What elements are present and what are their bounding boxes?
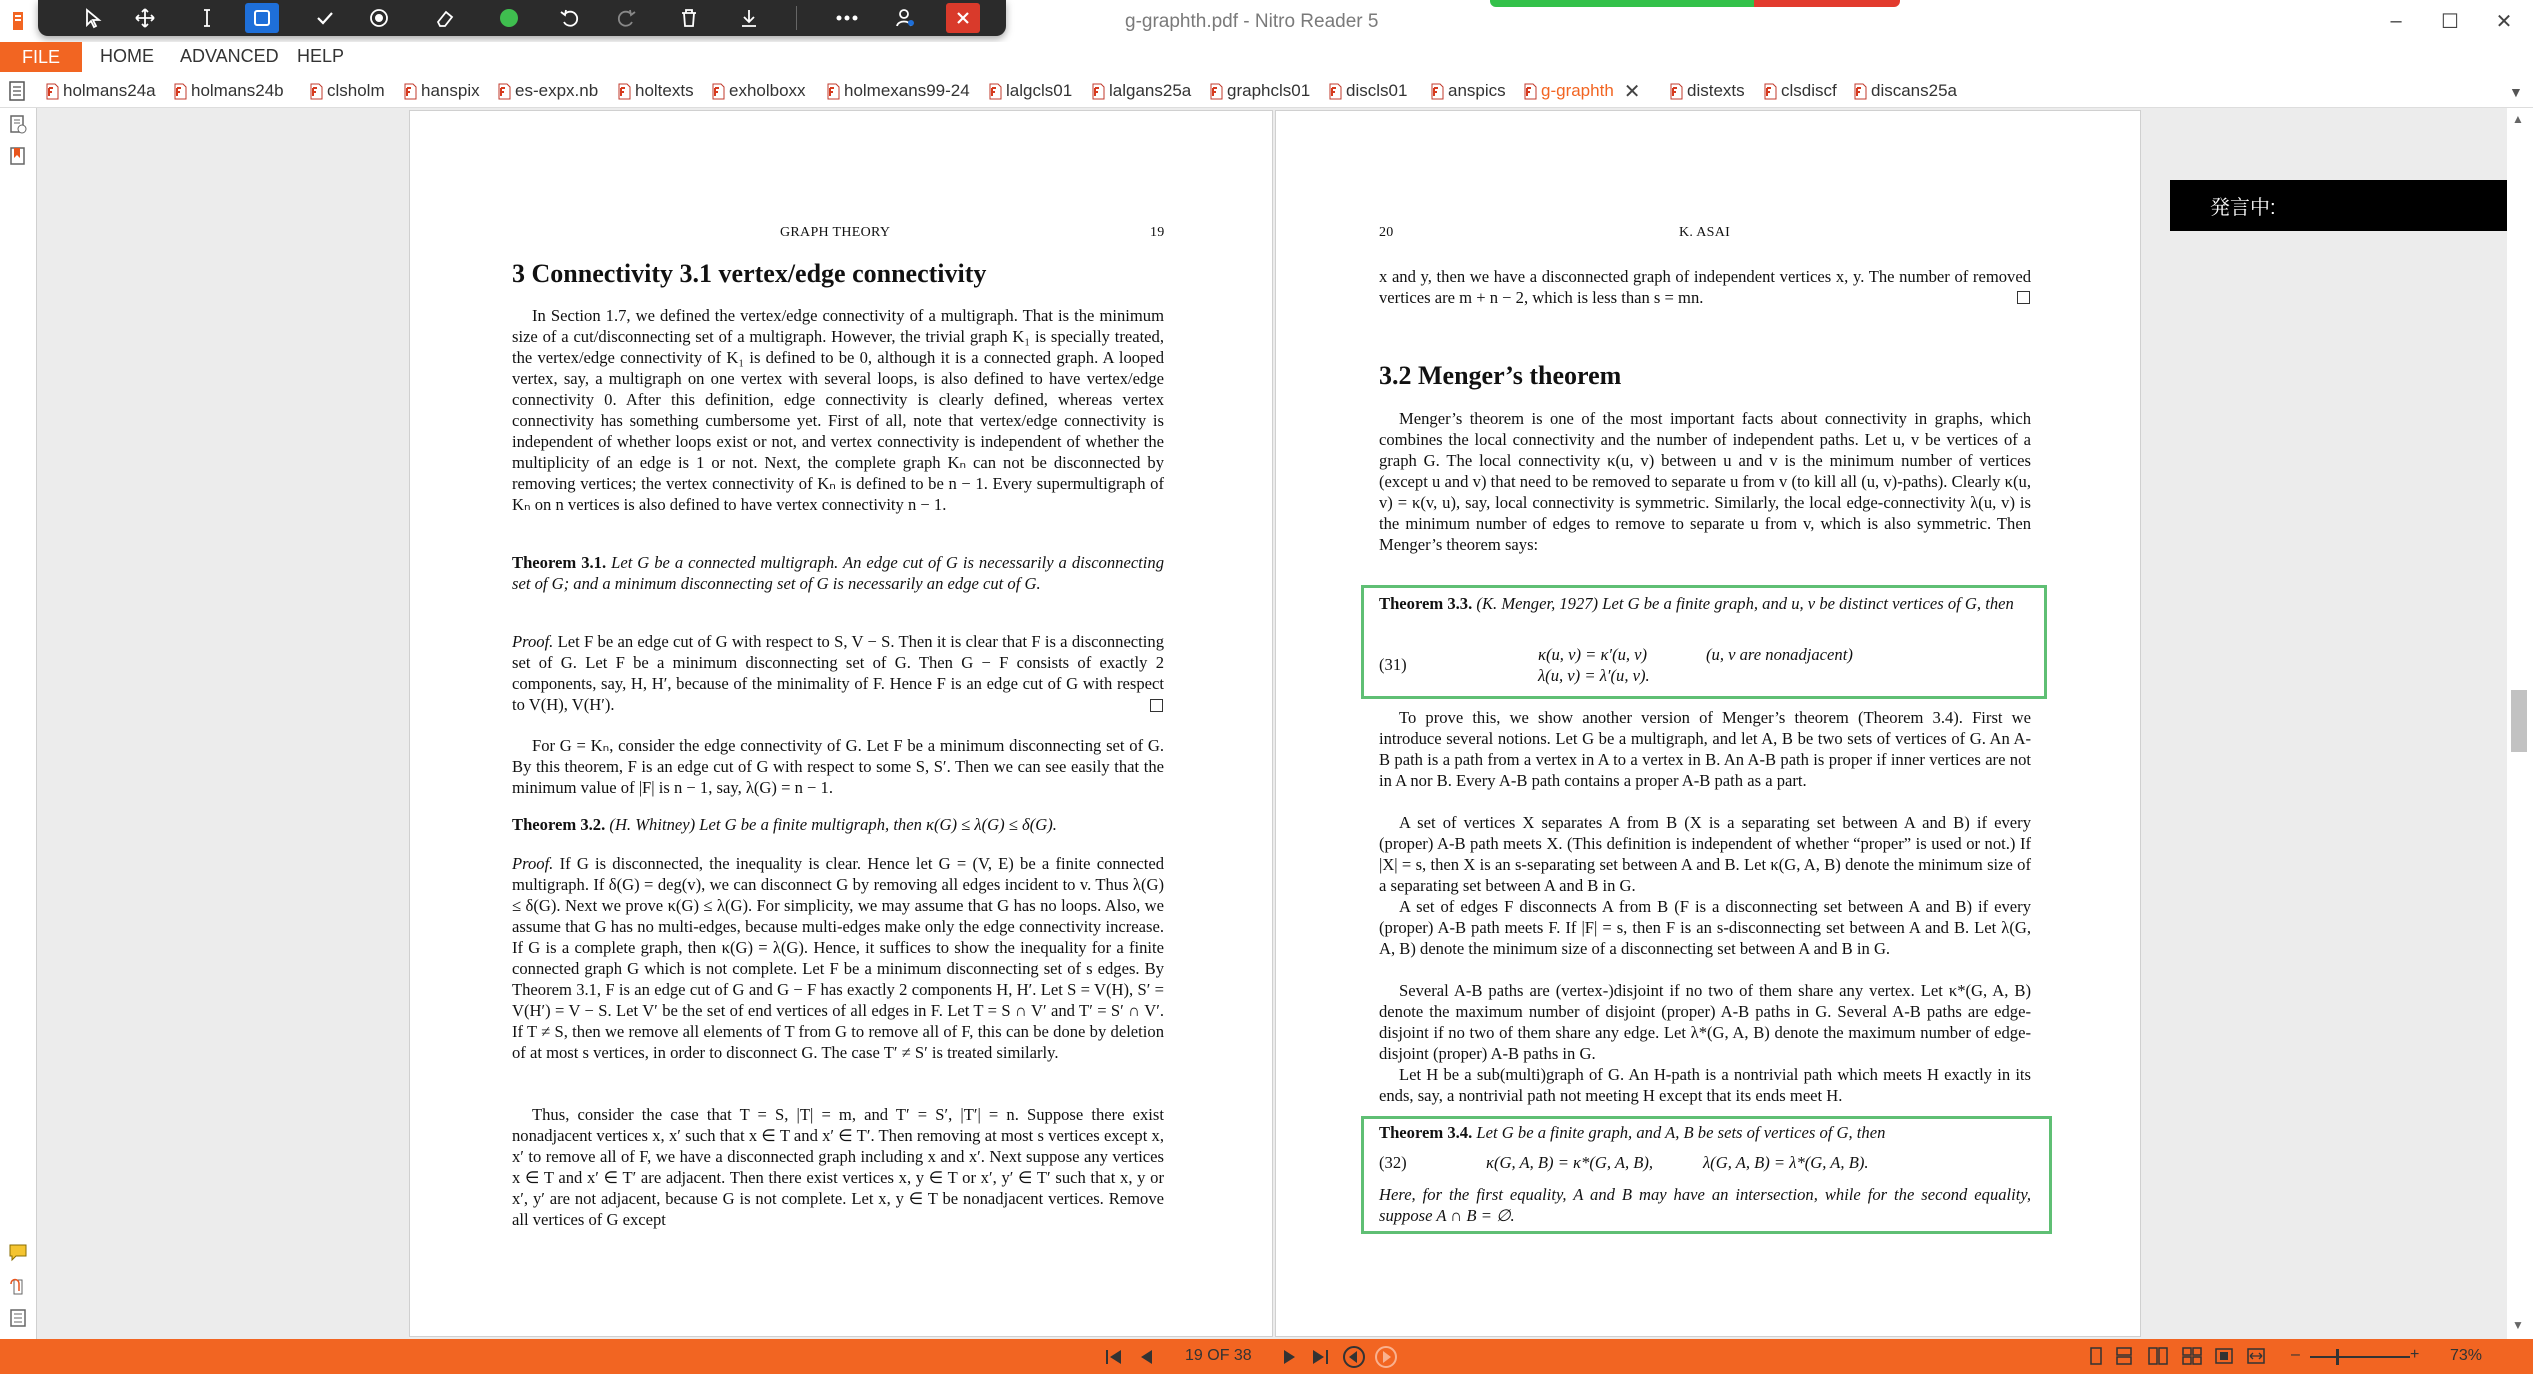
theorem-label: Theorem 3.3.	[1379, 594, 1473, 613]
user-settings-icon[interactable]	[890, 3, 920, 33]
tab-label: anspics	[1448, 81, 1506, 100]
speech-overlay: 発言中:	[2170, 180, 2512, 231]
pdf-file-icon	[1431, 83, 1444, 100]
tab-label: lalgcls01	[1006, 81, 1073, 100]
theorem-3-4	[1379, 1122, 2031, 1143]
tab-es-expx[interactable]	[498, 78, 598, 104]
next-view-icon[interactable]	[1372, 1343, 1400, 1371]
theorem-3-2	[512, 814, 1164, 835]
facing-view-icon[interactable]	[2148, 1347, 2168, 1365]
paragraph: Let H be a sub(multi)graph of G. An H-path is a nontrivial path which meets H exactly in its ends, say, a nontrivial path not meeting H except that its ends meet H.	[1379, 1065, 2031, 1105]
tab-label: holmexans99-24	[844, 81, 970, 100]
previous-view-icon[interactable]	[1340, 1343, 1368, 1371]
pdf-file-icon	[174, 83, 187, 100]
menu-file[interactable]: FILE	[0, 42, 82, 72]
tab-label: clsholm	[327, 81, 385, 100]
previous-page-icon[interactable]	[1132, 1343, 1160, 1371]
close-tab-icon[interactable]: ✕	[1623, 80, 1641, 103]
paragraph: A set of edges F disconnects A from B (F is a disconnecting set between A and B) if every (proper) A-B path meets F. If |F| = s, then F is an s-disconnecting set between A and B. Let λ(G, A, B) denote the minimum size of a disconnecting set between A and B in G.	[1379, 897, 2031, 958]
facing-continuous-view-icon[interactable]	[2182, 1347, 2202, 1365]
close-toolbar-icon[interactable]	[946, 3, 980, 33]
tab-lalgcls01[interactable]	[989, 78, 1072, 104]
equation-line: κ(G, A, B) = κ*(G, A, B),	[1486, 1153, 1654, 1172]
pdf-file-icon	[1210, 83, 1223, 100]
zoom-out-button[interactable]: –	[2291, 1346, 2300, 1363]
tab-hanspix[interactable]	[404, 78, 480, 104]
tab-label: discans25a	[1871, 81, 1958, 100]
single-page-view-icon[interactable]	[2086, 1347, 2106, 1365]
scroll-up-icon[interactable]: ▲	[2512, 112, 2524, 126]
equation-line: λ(u, v) = λ′(u, v).	[1538, 666, 1650, 685]
tab-label: holtexts	[635, 81, 694, 100]
paragraph: Thus, consider the case that T = S, |T| = m, and T′ = S′, |T′| = n. Suppose there exist nonadjacent vertices x, x′ such that x ∈ T and x′ ∈ T′. Then removing at most s vertices except x, x′ to remove all of F, we have a disconnected graph including x and x′. Next suppose any vertices x ∈ T and x′ ∈ T′ are adjacent. Then there exist vertices x, y ∈ T or x′, y′ ∈ T′ such that x, y or x′, y′ are not adjacent, because G is not complete. Let x, y ∈ T be nonadjacent vertices. Remove all vertices of G except	[512, 1105, 1164, 1229]
zoom-slider-handle[interactable]	[2336, 1349, 2339, 1365]
scrollbar-thumb[interactable]	[2511, 690, 2527, 752]
fit-width-icon[interactable]	[2246, 1347, 2266, 1365]
undo-icon[interactable]	[554, 3, 584, 33]
move-icon[interactable]	[130, 3, 160, 33]
continuous-view-icon[interactable]	[2114, 1347, 2134, 1365]
output-panel-icon[interactable]	[8, 1308, 28, 1328]
tab-label: exholboxx	[729, 81, 806, 100]
proof-body: If G is disconnected, the inequality is clear. Hence let G = (V, E) be a finite connected multigraph. If δ(G) = deg(v), we can disconnect G by removing all edges incident to v. Thus λ(G) ≤ δ(G). Next we prove κ(G) ≤ λ(G). For simplicity, we may assume that G has no loops. Also, we assume that G has no multi-edges, because multi-edges make only the edge connectivity increase. If G is a complete graph, then κ(G) = λ(G). Hence, it suffices to show the inequality for a finite connected graph G which is not complete. Let F be a minimum disconnecting set of s edges. By Theorem 3.1, F is an edge cut of G and G − F has exactly 2 components H, H′. Let S = V(H), S′ = V(H′) = V − S. Let V′ be the set of end vertices of all edges in F. Let T = S ∩ V′ and T′ = S′ ∩ V′. If T ≠ S, then we remove all elements of T from G to remove all of F, this can be done by deletion of at most s vertices, in order to disconnect G. The case T′ ≠ S′ is treated similarly.	[512, 854, 1164, 1062]
tab-exholboxx[interactable]	[712, 78, 806, 104]
tab-label: discls01	[1346, 81, 1408, 100]
tab-clsdiscf[interactable]	[1764, 78, 1837, 104]
pdf-file-icon	[46, 83, 59, 100]
tab-label: lalgans25a	[1109, 81, 1192, 100]
running-head: GRAPH THEORY	[780, 225, 891, 240]
theorem-label: Theorem 3.2.	[512, 815, 606, 834]
tab-holmexans99-24[interactable]	[827, 78, 970, 104]
pdf-file-icon	[1670, 83, 1683, 100]
progress-indicator-green	[1490, 0, 1754, 7]
theorem-note: Here, for the first equality, A and B may have an intersection, while for the second equality, suppose A ∩ B = ∅.	[1379, 1185, 2031, 1225]
proof-label: Proof.	[512, 632, 554, 651]
tab-label: clsdiscf	[1781, 81, 1837, 100]
running-head: K. ASAI	[1679, 225, 1731, 240]
pdf-file-icon	[1329, 83, 1342, 100]
section-title: 3.2 Menger’s theorem	[1379, 361, 1622, 390]
theorem-body: (H. Whitney) Let G be a finite multigraph, then κ(G) ≤ λ(G) ≤ δ(G).	[609, 815, 1057, 834]
qed-square-icon	[1150, 699, 1163, 712]
pdf-file-icon	[310, 83, 323, 100]
tab-holmans24b[interactable]	[174, 78, 284, 104]
trash-icon[interactable]	[674, 3, 704, 33]
pdf-page-20	[1275, 110, 2141, 1337]
left-sidebar	[0, 108, 37, 1339]
next-page-icon[interactable]	[1276, 1343, 1304, 1371]
pdf-file-icon	[1854, 83, 1867, 100]
select-arrow-icon[interactable]	[78, 3, 108, 33]
tab-discls01[interactable]	[1329, 78, 1407, 104]
first-page-icon[interactable]	[1100, 1343, 1128, 1371]
tab-distexts[interactable]	[1670, 78, 1745, 104]
page-number: 19	[1150, 225, 1165, 240]
theorem-3-1	[512, 552, 1164, 594]
more-options-icon[interactable]	[832, 3, 862, 33]
rectangle-tool-icon[interactable]	[245, 3, 279, 33]
pdf-file-icon	[827, 83, 840, 100]
zoom-slider[interactable]	[2310, 1356, 2410, 1358]
paragraph: Several A-B paths are (vertex-)disjoint if no two of them share any vertex. Let κ*(G, A, B) denote the maximum number of disjoint (proper) A-B paths in G. Several A-B paths are edge-disjoint if no two of them share any edge. Let λ*(G, A, B) denote the maximum number of edge-disjoint (proper) A-B paths in G.	[1379, 981, 2031, 1063]
pdf-file-icon	[618, 83, 631, 100]
comments-icon[interactable]	[8, 1242, 28, 1262]
scroll-down-icon[interactable]: ▼	[2512, 1318, 2524, 1332]
tab-discans25a[interactable]	[1854, 78, 1957, 104]
close-window-button[interactable]: ✕	[2495, 10, 2513, 33]
toolbar-separator	[796, 6, 797, 30]
fit-page-icon[interactable]	[2214, 1347, 2234, 1365]
equation-number: (31)	[1379, 655, 1407, 674]
section-title: 3 Connectivity 3.1 vertex/edge connectivity	[512, 259, 987, 288]
tab-holmans24a[interactable]	[46, 78, 156, 104]
paragraph: A set of vertices X separates A from B (X is a separating set between A and B) if every (proper) A-B path meets X. (This definition is independent of whether “proper” is used or not.) If |X| = s, then X is an s-separating set between A and B. Let κ(G, A, B) denote the minimum size of a separating set between A and B in G.	[1379, 813, 2031, 895]
checkmark-icon[interactable]	[310, 3, 340, 33]
tab-anspics[interactable]	[1431, 78, 1506, 104]
tab-label: hanspix	[421, 81, 480, 100]
minimize-button[interactable]: –	[2390, 9, 2402, 32]
attachments-icon[interactable]	[8, 1276, 28, 1296]
tab-label: holmans24a	[63, 81, 156, 100]
tab-lalgans25a[interactable]	[1092, 78, 1191, 104]
tab-label: graphcls01	[1227, 81, 1311, 100]
equation-number: (32)	[1379, 1153, 1407, 1172]
tab-list-chevron-icon[interactable]: ▼	[2509, 84, 2523, 100]
theorem-body: (K. Menger, 1927) Let G be a finite graph, and u, v be distinct vertices of G, then	[1476, 594, 2014, 613]
page-indicator[interactable]: 19 OF 38	[1185, 1347, 1252, 1364]
theorem-3-3	[1379, 593, 2031, 614]
pdf-file-icon	[1092, 83, 1105, 100]
last-page-icon[interactable]	[1306, 1343, 1334, 1371]
pdf-page-19	[409, 110, 1273, 1337]
redo-icon[interactable]	[612, 3, 642, 33]
record-icon[interactable]	[364, 3, 394, 33]
page-number: 20	[1379, 225, 1394, 240]
pdf-file-icon	[989, 83, 1002, 100]
equation-line: λ(G, A, B) = λ*(G, A, B).	[1703, 1153, 1869, 1172]
pdf-file-icon	[1524, 83, 1537, 100]
document-list-icon[interactable]	[8, 81, 26, 101]
pdf-file-icon	[1764, 83, 1777, 100]
text-cursor-icon[interactable]	[192, 3, 222, 33]
tab-label: holmans24b	[191, 81, 284, 100]
paragraph: To prove this, we show another version of Menger’s theorem (Theorem 3.4). First we introduce several notions. Let G be a multigraph, and let A, B be two sets of vertices of G. An A-B path is a path from a vertex in A to a vertex in B. An A-B path is proper if inner vertices are not in A nor B. Every A-B path contains a proper A-B path as a part.	[1379, 708, 2031, 790]
progress-indicator-red	[1754, 0, 1900, 7]
tab-g-graphth[interactable]	[1524, 78, 1641, 104]
floating-toolbar	[38, 0, 1006, 36]
menu-bar	[0, 42, 2533, 72]
equation-condition: (u, v are nonadjacent)	[1706, 645, 1853, 664]
theorem-label: Theorem 3.1.	[512, 553, 607, 572]
pdf-file-icon	[712, 83, 725, 100]
theorem-body: Let G be a finite graph, and A, B be sets of vertices of G, then	[1476, 1123, 1886, 1142]
equation-line: κ(u, v) = κ′(u, v)	[1538, 645, 1648, 664]
proof-label: Proof.	[512, 854, 554, 873]
eraser-icon[interactable]	[430, 3, 460, 33]
menu-home[interactable]: HOME	[100, 46, 154, 66]
zoom-in-button[interactable]: +	[2410, 1346, 2420, 1363]
download-icon[interactable]	[734, 3, 764, 33]
tab-label: es-expx.nb	[515, 81, 599, 100]
paragraph: In Section 1.7, we defined the vertex/edge connectivity of a multigraph. That is the minimum size of a cut/disconnecting set of a multigraph. However, the trivial graph K₁ is specially treated, the vertex/edge connectivity of K₁ is defined to be 0, although it is a connected graph. A looped vertex, say, a multigraph on one vertex with several loops, is also defined to have vertex/edge connectivity 0. After this definition, edge connectivity is clearly defined, whereas vertex connectivity has something cumbersome yet. First of all, note that vertex/edge connectivity is independent of whether loops exist or not, and vertex connectivity is independent of whether the multiplicity of an edge is 1 or not. Next, the complete graph Kₙ can not be disconnected by removing vertices; the vertex connectivity of Kₙ is defined to be n − 1. Every supermultigraph of Kₙ on n vertices is also defined to have vertex connectivity n − 1.	[512, 306, 1164, 514]
maximize-button[interactable]: ☐	[2441, 10, 2459, 33]
paragraph: Menger’s theorem is one of the most important facts about connectivity in graphs, which combines the local connectivity and the number of independent paths. Let u, v be vertices of a graph G. The local connectivity κ(u, v) between u and v is the minimum number of vertices (except u and v) that need to be removed to separate u from v (to kill all (u, v)-paths). Clearly κ(u, v) = κ(v, u), say, local connectivity is symmetric. Similarly, the local edge-connectivity λ(u, v) is the minimum number of edges to remove to separate u from v, which is also symmetric. Then Menger’s theorem says:	[1379, 409, 2031, 554]
tab-clsholm[interactable]	[310, 78, 385, 104]
proof-3-2	[512, 853, 1164, 1063]
tab-holtexts[interactable]	[618, 78, 694, 104]
pdf-file-icon	[498, 83, 511, 100]
theorem-label: Theorem 3.4.	[1379, 1123, 1473, 1142]
pdf-file-icon	[404, 83, 417, 100]
menu-help[interactable]: HELP	[297, 46, 345, 66]
bookmarks-icon[interactable]	[8, 146, 28, 166]
menu-advanced[interactable]: ADVANCED	[180, 46, 279, 66]
page-thumbnails-icon[interactable]	[8, 114, 28, 134]
proof-3-1	[512, 631, 1164, 715]
zoom-level[interactable]: 73%	[2450, 1347, 2483, 1364]
color-swatch-green[interactable]	[494, 3, 524, 33]
proof-body: Let F be an edge cut of G with respect to S, V − S. Then it is clear that F is a disconnecting set of G. Let F be a minimum disconnecting set of G. Then G − F consists of exactly 2 components, say, H, H′, because of the minimality of F. Hence F is an edge cut of G with respect to V(H), V(H′).	[512, 632, 1164, 714]
paragraph: For G = Kₙ, consider the edge connectivity of G. Let F be a minimum disconnecting set of G. By this theorem, F is an edge cut of G with respect to some S, S′. Then we can see easily that the minimum value of |F| is n − 1, say, λ(G) = n − 1.	[512, 736, 1164, 797]
theorem-body: Let G be a connected multigraph. An edge cut of G is necessarily a disconnecting set of G; and a minimum disconnecting set of G is necessarily an edge cut of G.	[512, 553, 1164, 593]
qed-square-icon	[2017, 291, 2030, 304]
nitro-logo-icon	[10, 10, 26, 32]
paragraph: x and y, then we have a disconnected graph of independent vertices x, y. The number of removed vertices are m + n − 2, which is less than s = mn.	[1379, 267, 2031, 307]
window-title: g-graphth.pdf - Nitro Reader 5	[1125, 11, 1379, 32]
tab-label: distexts	[1687, 81, 1745, 100]
tab-label: g-graphth	[1541, 81, 1614, 100]
tab-graphcls01[interactable]	[1210, 78, 1310, 104]
